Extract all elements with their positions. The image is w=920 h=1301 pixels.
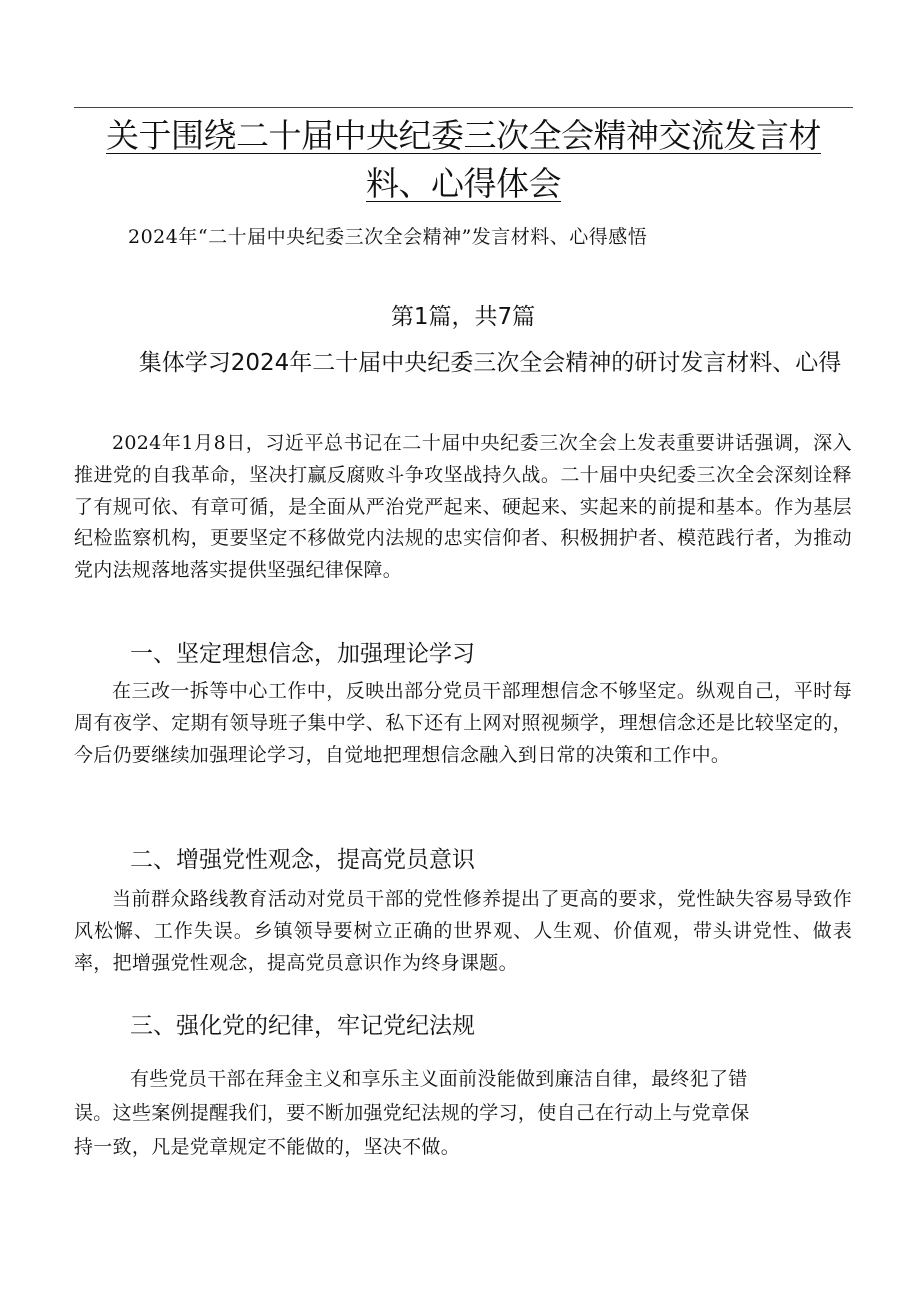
section-heading-3: 三、强化党的纪律，牢记党纪法规 (130, 1013, 475, 1039)
section-body-1: 在三改一拆等中心工作中，反映出部分党员干部理想信念不够坚定。纵观自己，平时每周有夜学、定期有领导班子集中学、私下还有上网对照视频学，理想信念还是比较坚定的，今后仍要继续加强理论学习，自觉地把理想信念融入到日常的决策和工作中。 (74, 680, 852, 766)
intro-paragraph: 2024年1月8日，习近平总书记在二十届中央纪委三次全会上发表重要讲话强调，深入推进党的自我革命，坚决打赢反腐败斗争攻坚战持久战。二十届中央纪委三次全会深刻诠释了有规可依、有章可循，是全面从严治党严起来、硬起来、实起来的前提和基本。作为基层纪检监察机构，更要坚定不移做党内法规的忠实信仰者、积极拥护者、模范践行者，为推动党内法规落地落实提供坚强纪律保障。 (74, 432, 852, 582)
section-body-2: 当前群众路线教育活动对党员干部的党性修养提出了更高的要求，党性缺失容易导致作风松懈、工作失误。乡镇领导要树立正确的世界观、人生观、价值观，带头讲党性、做表率，把增强党性观念，提高党员意识作为终身课题。 (74, 888, 852, 974)
article-title: 集体学习2024年二十届中央纪委三次全会精神的研讨发言材料、心得 (138, 350, 842, 376)
part-label: 第1篇，共7篇 (390, 304, 536, 330)
section-heading-1: 一、坚定理想信念，加强理论学习 (130, 641, 475, 667)
section-body-3 (74, 1062, 834, 1164)
section-body-3-line-2: 误。这些案例提醒我们，要不断加强党纪法规的学习，使自己在行动上与党章保 (74, 1102, 750, 1124)
section-heading-2: 二、增强党性观念，提高党员意识 (130, 847, 475, 873)
top-rule (74, 107, 853, 108)
section-body-3-line-1: 有些党员干部在拜金主义和享乐主义面前没能做到廉洁自律，最终犯了错 (130, 1068, 748, 1090)
section-body-3-line-3: 持一致，凡是党章规定不能做的，坚决不做。 (74, 1136, 461, 1158)
document-subtitle: 2024年“二十届中央纪委三次全会精神”发言材料、心得感悟 (128, 226, 648, 248)
document-title: 关于围绕二十届中央纪委三次全会精神交流发言材料、心得体会 (106, 116, 821, 203)
